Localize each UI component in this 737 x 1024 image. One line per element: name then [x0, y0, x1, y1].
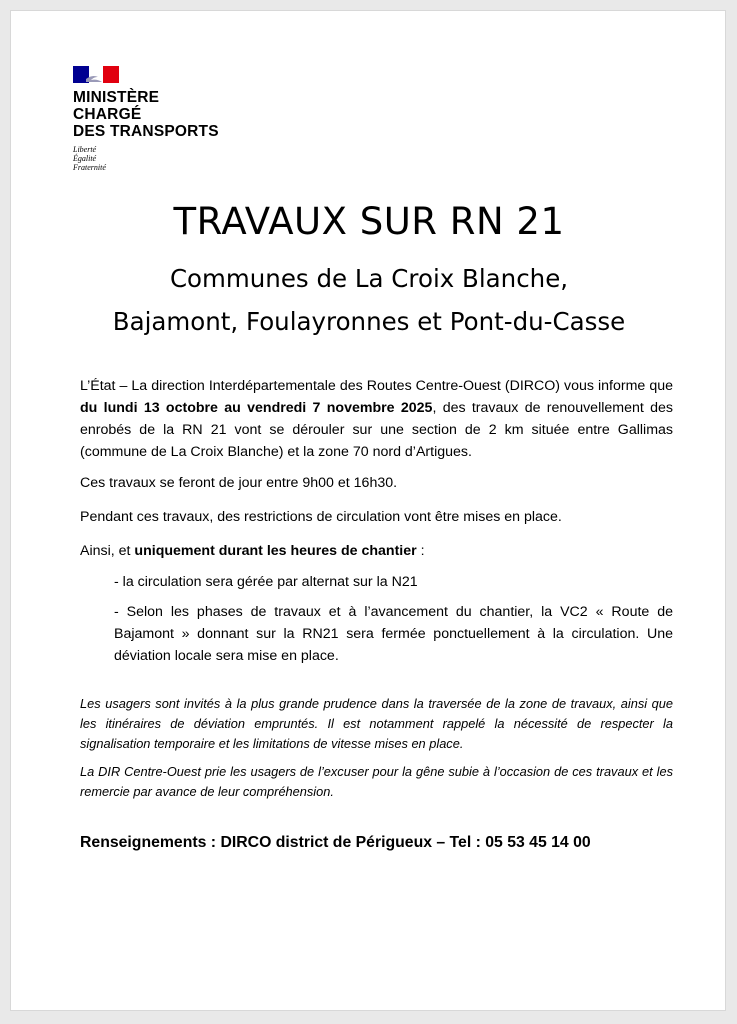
marianne-flag-icon [73, 66, 119, 83]
intro-dates: du lundi 13 octobre au vendredi 7 novembre 2025 [80, 400, 433, 416]
subtitle-line: Communes de La Croix Blanche, [169, 264, 569, 293]
intro-paragraph [80, 375, 673, 463]
ainsi-bold: uniquement durant les heures de chantier [134, 543, 417, 559]
ministry-line: DES TRANSPORTS [73, 123, 219, 140]
document-page [10, 10, 726, 1011]
list-item: - la circulation sera gérée par alternat sur la N21 [114, 574, 418, 590]
intro-text-end: , des travaux de renouvellement des enrobés de la RN 21 vont se dérouler sur une section de 2 km située entre Gallimas (commune de La Croix Blanche) et la zone 70 nord d’Artigues. [80, 400, 673, 460]
caution-paragraph: Les usagers sont invités à la plus grande prudence dans la traversée de la zone de travaux, ainsi que les itinéraires de déviation empruntés. Il est notamment rappelé la nécessité de respecter la signalisation temporaire et les limitations de vitesse mises en place. [80, 696, 673, 751]
motto-line: Fraternité [73, 163, 106, 172]
republic-motto [73, 145, 243, 172]
measures-list [114, 571, 673, 667]
subtitle-line: Bajamont, Foulayronnes et Pont-du-Casse [112, 307, 626, 336]
intro-text: L’État – La direction Interdépartementale des Routes Centre-Ouest (DIRCO) vous informe que [80, 378, 673, 394]
motto-line: Égalité [73, 154, 97, 163]
ministry-line: CHARGÉ [73, 106, 142, 123]
contact-info: Renseignements : DIRCO district de Périgueux – Tel : 05 53 45 14 00 [80, 834, 591, 851]
caution-block [80, 694, 673, 810]
page-subtitle [11, 257, 727, 343]
ministry-name [73, 89, 243, 140]
list-item: - Selon les phases de travaux et à l’avancement du chantier, la VC2 « Route de Bajamont » donnant sur la RN21 sera fermée ponctuellement à la circulation. Une déviation locale sera mise en place. [114, 604, 673, 664]
restrictions-paragraph: Pendant ces travaux, des restrictions de circulation vont être mises en place. [80, 509, 562, 525]
motto-line: Liberté [73, 145, 97, 154]
hours-paragraph: Ces travaux se feront de jour entre 9h00 et 16h30. [80, 475, 398, 491]
ainsi-paragraph [80, 540, 673, 562]
apology-paragraph: La DIR Centre-Ouest prie les usagers de l’excuser pour la gêne subie à l’occasion de ces travaux et les remercie par avance de leur compréhension. [80, 764, 673, 799]
page-title: TRAVAUX SUR RN 21 [173, 200, 565, 243]
ministry-line: MINISTÈRE [73, 89, 160, 106]
ainsi-text: Ainsi, et [80, 543, 135, 559]
notice-body [80, 375, 673, 675]
ministry-logo [73, 66, 243, 172]
ainsi-colon: : [416, 543, 425, 559]
